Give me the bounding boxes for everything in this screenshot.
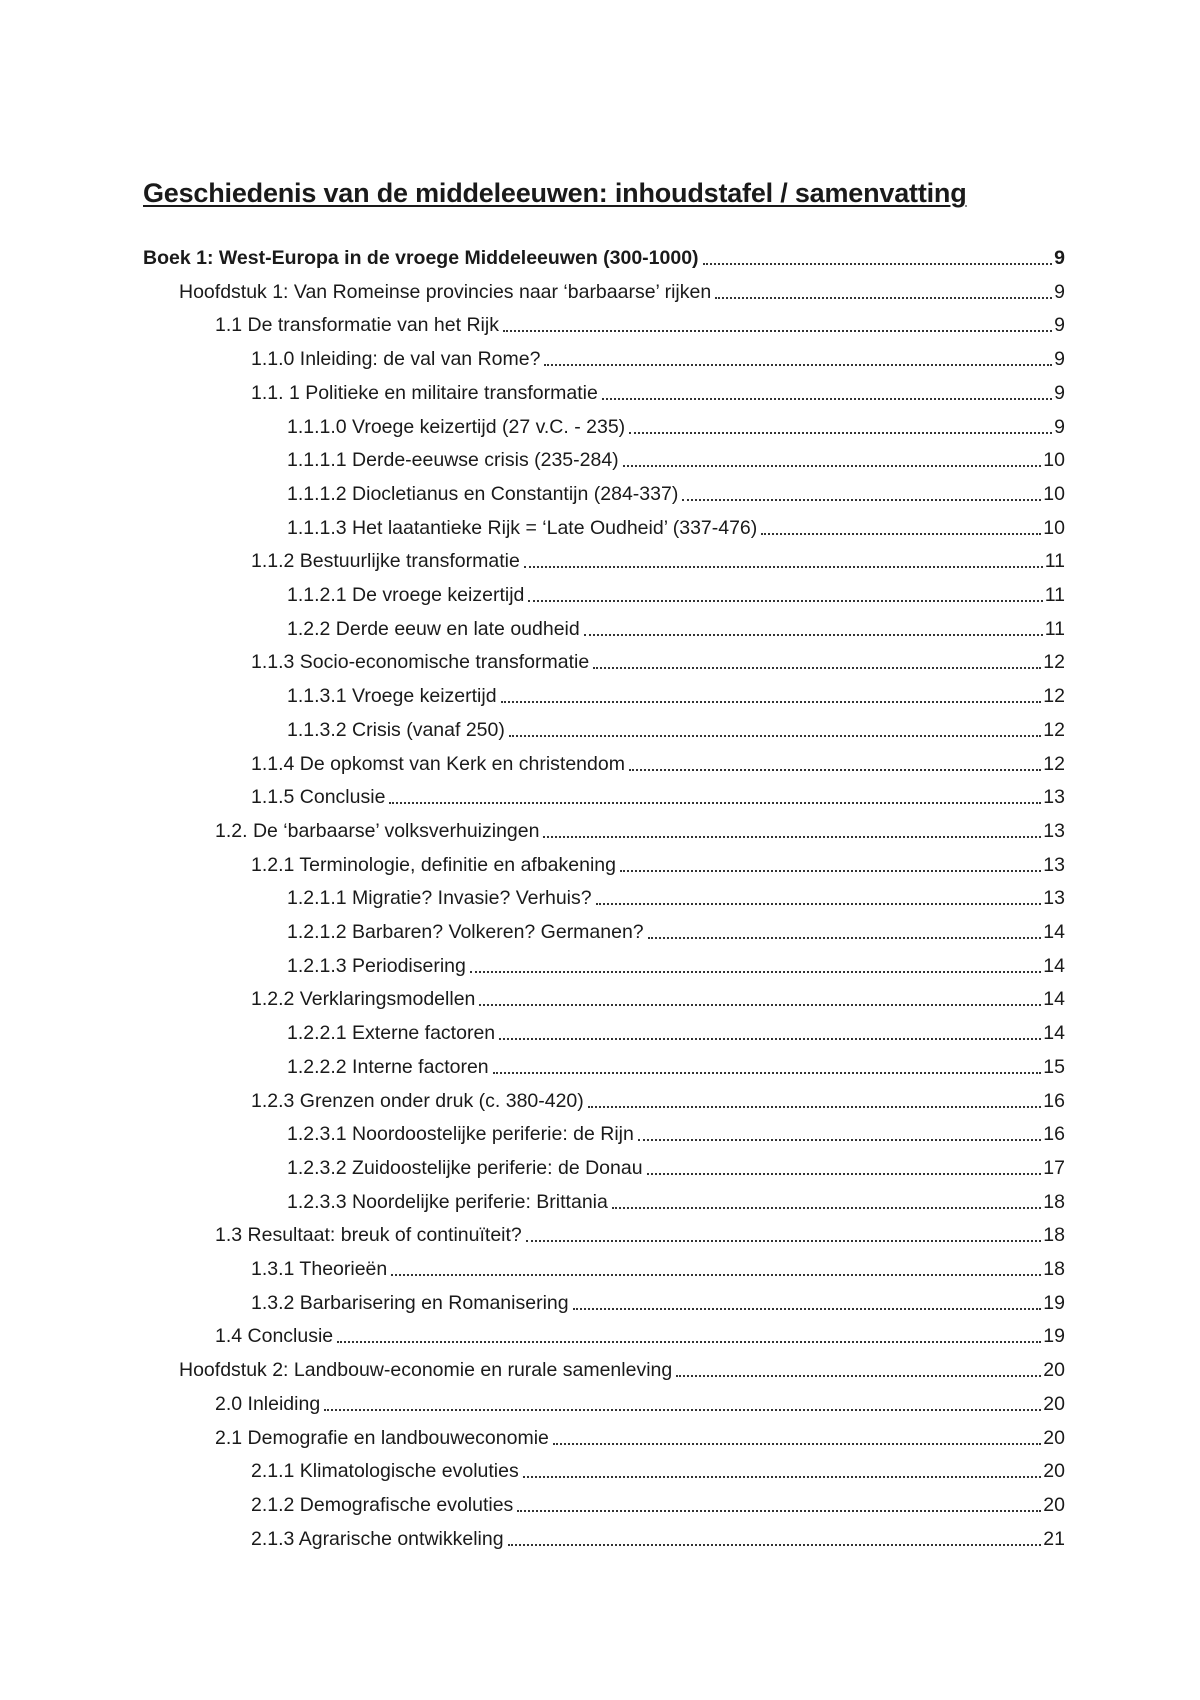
dot-leader: [553, 1443, 1041, 1445]
toc-entry-label: 1.2.3.3 Noordelijke periferie: Brittania: [287, 1190, 608, 1213]
toc-entry[interactable]: [287, 513, 1065, 543]
toc-entry-page-number: 11: [1044, 584, 1065, 606]
toc-entry-label: 1.2.2 Verklaringsmodellen: [251, 988, 476, 1011]
toc-entry[interactable]: [251, 1086, 1065, 1116]
toc-entry-page-number: 14: [1043, 954, 1065, 977]
dot-leader: [584, 634, 1043, 636]
dot-leader: [523, 1476, 1042, 1478]
toc-entry[interactable]: [143, 243, 1065, 273]
toc-entry-label: 1.1.1.1 Derde-eeuwse crisis (235-284): [287, 449, 619, 472]
toc-entry[interactable]: [251, 1490, 1065, 1520]
toc-entry-label: 1.1.2.1 De vroege keizertijd: [287, 584, 525, 606]
dot-leader: [761, 533, 1041, 535]
toc-entry-page-number: 13: [1043, 853, 1065, 876]
dot-leader: [623, 465, 1042, 467]
dot-leader: [682, 499, 1041, 501]
toc-entry-label: Hoofdstuk 1: Van Romeinse provincies naar ‘barbaarse’ rijken: [179, 280, 712, 303]
toc-entry-label: Boek 1: West-Europa in de vroege Middeleeuwen (300-1000): [143, 247, 699, 269]
dot-leader: [612, 1207, 1041, 1209]
toc-entry-label: 1.1.2 Bestuurlijke transformatie: [251, 550, 520, 573]
dot-leader: [389, 802, 1041, 804]
toc-entry[interactable]: [287, 1153, 1065, 1183]
toc-entry[interactable]: [251, 1254, 1065, 1284]
toc-entry-label: 1.2.1.3 Periodisering: [287, 954, 466, 977]
toc-entry[interactable]: [287, 1018, 1065, 1048]
toc-entry-label: 1.2.3 Grenzen onder druk (c. 380-420): [251, 1089, 584, 1112]
dot-leader: [517, 1510, 1041, 1512]
toc-entry[interactable]: [251, 850, 1065, 880]
toc-entry-label: 1.4 Conclusie: [215, 1325, 334, 1348]
toc-entry[interactable]: [287, 580, 1065, 610]
dot-leader: [501, 701, 1042, 703]
dot-leader: [337, 1341, 1041, 1343]
toc-entry[interactable]: [287, 883, 1065, 913]
toc-entry-label: 1.3.2 Barbarisering en Romanisering: [251, 1291, 569, 1314]
toc-entry-page-number: 20: [1043, 1426, 1065, 1449]
toc-entry[interactable]: [215, 1389, 1065, 1419]
dot-leader: [544, 364, 1052, 366]
toc-entry[interactable]: [215, 816, 1065, 846]
dot-leader: [524, 566, 1043, 568]
dot-leader: [629, 432, 1052, 434]
toc-entry[interactable]: [251, 782, 1065, 812]
toc-entry-label: 1.1.1.2 Diocletianus en Constantijn (284-337): [287, 482, 679, 505]
dot-leader: [543, 836, 1041, 838]
dot-leader: [499, 1038, 1041, 1040]
toc-entry-page-number: 12: [1043, 718, 1065, 741]
toc-entry-page-number: 12: [1043, 685, 1065, 708]
dot-leader: [648, 937, 1042, 939]
toc-entry-label: 1.2.2.1 Externe factoren: [287, 1022, 496, 1045]
dot-leader: [638, 1139, 1041, 1141]
toc-entry-label: 1.1.3.1 Vroege keizertijd: [287, 685, 497, 708]
toc-entry-page-number: 9: [1054, 314, 1065, 337]
toc-entry-label: 1.3 Resultaat: breuk of continuïteit?: [215, 1224, 522, 1247]
toc-entry-label: 2.1.1 Klimatologische evoluties: [251, 1460, 519, 1483]
dot-leader: [470, 971, 1041, 973]
toc-entry[interactable]: [251, 647, 1065, 677]
toc-entry-page-number: 18: [1043, 1258, 1065, 1280]
toc-entry[interactable]: [287, 951, 1065, 981]
toc-entry-label: 1.1.0 Inleiding: de val van Rome?: [251, 348, 541, 371]
dot-leader: [715, 297, 1052, 299]
toc-entry[interactable]: [251, 984, 1065, 1014]
toc-entry[interactable]: [287, 412, 1065, 442]
toc-entry-page-number: 9: [1054, 280, 1065, 303]
dot-leader: [676, 1375, 1041, 1377]
toc-entry-label: 2.0 Inleiding: [215, 1392, 321, 1415]
toc-entry-page-number: 10: [1043, 516, 1065, 539]
toc-entry-page-number: 16: [1043, 1089, 1065, 1112]
toc-entry[interactable]: [287, 479, 1065, 509]
dot-leader: [528, 600, 1042, 602]
toc-entry[interactable]: [287, 1119, 1065, 1149]
dot-leader: [703, 263, 1053, 265]
toc-entry-label: 1.2.3.2 Zuidoostelijke periferie: de Donau: [287, 1156, 643, 1179]
toc-entry-page-number: 17: [1043, 1156, 1065, 1179]
toc-entry-page-number: 20: [1043, 1460, 1065, 1483]
toc-entry-label: 2.1.3 Agrarische ontwikkeling: [251, 1527, 504, 1550]
toc-entry-label: 1.1.5 Conclusie: [251, 786, 386, 809]
toc-entry-page-number: 10: [1043, 482, 1065, 505]
toc-entry-page-number: 9: [1054, 348, 1065, 371]
toc-entry-page-number: 21: [1043, 1527, 1065, 1550]
toc-entry[interactable]: [287, 917, 1065, 947]
toc-entry-label: 1.2. De ‘barbaarse’ volksverhuizingen: [215, 819, 540, 842]
toc-entry[interactable]: [251, 1288, 1065, 1318]
toc-entry[interactable]: [251, 344, 1065, 374]
dot-leader: [391, 1274, 1041, 1276]
toc-entry-label: 2.1.2 Demografische evoluties: [251, 1493, 514, 1516]
toc-entry-label: 1.1.1.0 Vroege keizertijd (27 v.C. - 235): [287, 415, 626, 438]
toc-entry[interactable]: [287, 715, 1065, 745]
dot-leader: [508, 1544, 1042, 1546]
toc-entry-page-number: 18: [1043, 1224, 1065, 1247]
toc-entry-page-number: 9: [1054, 381, 1065, 404]
toc-entry-page-number: 19: [1043, 1291, 1065, 1314]
dot-leader: [620, 870, 1041, 872]
toc-entry-label: 1.2.1.2 Barbaren? Volkeren? Germanen?: [287, 921, 644, 943]
toc-entry[interactable]: [215, 1321, 1065, 1351]
toc-entry[interactable]: [251, 546, 1065, 576]
toc-entry-label: 1.1.4 De opkomst van Kerk en christendom: [251, 752, 625, 775]
toc-entry[interactable]: [287, 445, 1065, 475]
toc-entry-label: 1.2.1.1 Migratie? Invasie? Verhuis?: [287, 887, 592, 910]
toc-entry[interactable]: [251, 749, 1065, 779]
toc-entry[interactable]: [179, 277, 1065, 307]
toc-entry-label: Hoofdstuk 2: Landbouw-economie en rurale samenleving: [179, 1359, 673, 1382]
dot-leader: [324, 1409, 1041, 1411]
toc-entry[interactable]: [287, 681, 1065, 711]
toc-entry-label: 1.1.3.2 Crisis (vanaf 250): [287, 718, 505, 741]
toc-entry-page-number: 14: [1043, 1022, 1065, 1045]
toc-entry-page-number: 9: [1054, 247, 1065, 269]
toc-entry-label: 1.1.3 Socio-economische transformatie: [251, 651, 590, 674]
toc-entry[interactable]: [179, 1355, 1065, 1385]
dot-leader: [509, 735, 1041, 737]
toc-entry-page-number: 12: [1043, 752, 1065, 775]
dot-leader: [588, 1106, 1042, 1108]
toc-entry-page-number: 20: [1043, 1359, 1065, 1382]
toc-entry-page-number: 13: [1043, 887, 1065, 910]
toc-entry[interactable]: [287, 1187, 1065, 1217]
toc-entry[interactable]: [287, 1052, 1065, 1082]
toc-entry[interactable]: [251, 1524, 1065, 1554]
dot-leader: [602, 398, 1052, 400]
toc-entry[interactable]: [215, 1220, 1065, 1250]
toc-entry-page-number: 13: [1043, 819, 1065, 842]
toc-entry-label: 1.1.1.3 Het laatantieke Rijk = ‘Late Oudheid’ (337-476): [287, 516, 758, 539]
toc-entry-page-number: 9: [1054, 415, 1065, 438]
toc-entry-label: 1.1. 1 Politieke en militaire transformatie: [251, 381, 598, 404]
toc-entry-label: 1.2.2.2 Interne factoren: [287, 1055, 489, 1078]
toc-entry[interactable]: [251, 1456, 1065, 1486]
toc-entry-page-number: 14: [1043, 921, 1065, 943]
toc-entry[interactable]: [251, 378, 1065, 408]
toc-entry-page-number: 12: [1043, 651, 1065, 674]
toc-entry-page-number: 10: [1043, 449, 1065, 472]
toc-entry[interactable]: [287, 614, 1065, 644]
dot-leader: [629, 769, 1041, 771]
dot-leader: [573, 1308, 1042, 1310]
toc-entry-label: 1.2.2 Derde eeuw en late oudheid: [287, 617, 580, 640]
toc-entry-page-number: 11: [1044, 617, 1065, 640]
toc-entry-page-number: 20: [1043, 1392, 1065, 1415]
toc-entry-page-number: 13: [1043, 786, 1065, 809]
toc-entry-page-number: 15: [1043, 1055, 1065, 1078]
toc-entry-page-number: 19: [1043, 1325, 1065, 1348]
toc-entry-page-number: 18: [1043, 1190, 1065, 1213]
dot-leader: [647, 1173, 1042, 1175]
dot-leader: [593, 667, 1041, 669]
page-title: Geschiedenis van de middeleeuwen: inhoudstafel / samenvatting: [143, 178, 967, 208]
toc-entry-label: 1.2.3.1 Noordoostelijke periferie: de Rijn: [287, 1123, 634, 1146]
toc-entry-page-number: 16: [1043, 1123, 1065, 1146]
toc-entry-label: 1.3.1 Theorieën: [251, 1258, 388, 1280]
toc-entry[interactable]: [215, 310, 1065, 340]
toc-entry-page-number: 14: [1043, 988, 1065, 1011]
toc-entry-label: 2.1 Demografie en landbouweconomie: [215, 1426, 549, 1449]
dot-leader: [479, 1004, 1041, 1006]
dot-leader: [526, 1240, 1042, 1242]
dot-leader: [503, 330, 1052, 332]
dot-leader: [493, 1072, 1042, 1074]
toc-entry-page-number: 20: [1043, 1493, 1065, 1516]
dot-leader: [596, 903, 1042, 905]
toc-entry-label: 1.2.1 Terminologie, definitie en afbakening: [251, 853, 616, 876]
toc-entry-page-number: 11: [1044, 550, 1065, 573]
toc-entry[interactable]: [215, 1423, 1065, 1453]
toc-entry-label: 1.1 De transformatie van het Rijk: [215, 314, 499, 337]
